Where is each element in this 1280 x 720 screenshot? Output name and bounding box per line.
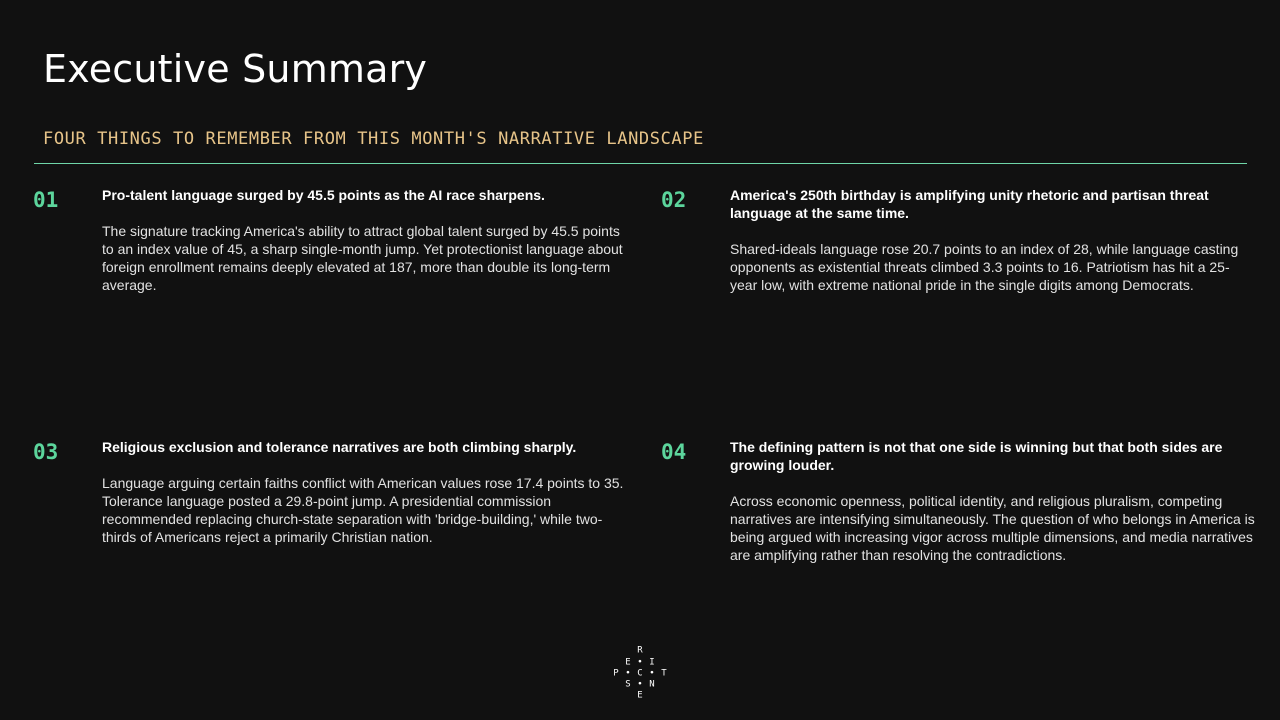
logo-letter-top: R: [637, 645, 643, 656]
item-body: Across economic openness, political identity, and religious pluralism, competing narratives are intensifying simultaneously. The question of who belongs in America is being argued with increasing vigor across multiple dimensions, and media narratives are amplifying rather than resolving the contradictions.: [730, 493, 1255, 563]
item-number: 01: [33, 188, 59, 212]
logo-letter-lower-left: S: [625, 679, 631, 690]
logo-dot-icon: •: [637, 679, 643, 690]
item-body: The signature tracking America's ability to attract global talent surged by 45.5 points to an index value of 45, a sharp single-month jump. Yet protectionist language about foreign enrollment remains deeply elevated at 187, more than double its long-term average.: [102, 223, 623, 293]
item-body: Shared-ideals language rose 20.7 points to an index of 28, while language casting opponents as existential threats climbed 3.3 points to 16. Patriotism has hit a 25-year low, with extreme national pride in the single digits among Democrats.: [730, 241, 1239, 293]
logo-letter-upper-left: E: [625, 657, 631, 668]
page-subtitle: FOUR THINGS TO REMEMBER FROM THIS MONTH'S NARRATIVE LANDSCAPE: [43, 129, 704, 149]
logo-dot-icon: •: [649, 668, 655, 679]
item-number: 03: [33, 440, 59, 464]
logo-dot-icon: •: [625, 668, 631, 679]
logo-letter-bottom: E: [637, 690, 643, 701]
logo-letter-lower-right: N: [649, 679, 655, 690]
header-divider: [34, 163, 1247, 164]
logo-dot-icon: •: [637, 657, 643, 668]
brand-logo: [612, 646, 668, 702]
logo-letter-right: T: [661, 668, 667, 679]
item-title: Religious exclusion and tolerance narratives are both climbing sharply.: [102, 439, 577, 455]
item-body: Language arguing certain faiths conflict with American values rose 17.4 points to 35. Tolerance language posted a 29.8-point jump. A presidential commission recommended replacing church-state separation with 'bridge-building,' while two-thirds of Americans reject a primarily Christian nation.: [102, 475, 624, 545]
logo-letter-upper-right: I: [649, 657, 655, 668]
item-number: 02: [661, 188, 687, 212]
page-title: Executive Summary: [43, 47, 428, 91]
item-title: The defining pattern is not that one side is winning but that both sides are growing louder.: [730, 439, 1223, 473]
logo-letter-center: C: [637, 668, 643, 679]
logo-letter-left: P: [613, 668, 619, 679]
item-title: Pro-talent language surged by 45.5 points as the AI race sharpens.: [102, 187, 545, 203]
item-number: 04: [661, 440, 687, 464]
item-title: America's 250th birthday is amplifying unity rhetoric and partisan threat language at the same time.: [730, 187, 1209, 221]
